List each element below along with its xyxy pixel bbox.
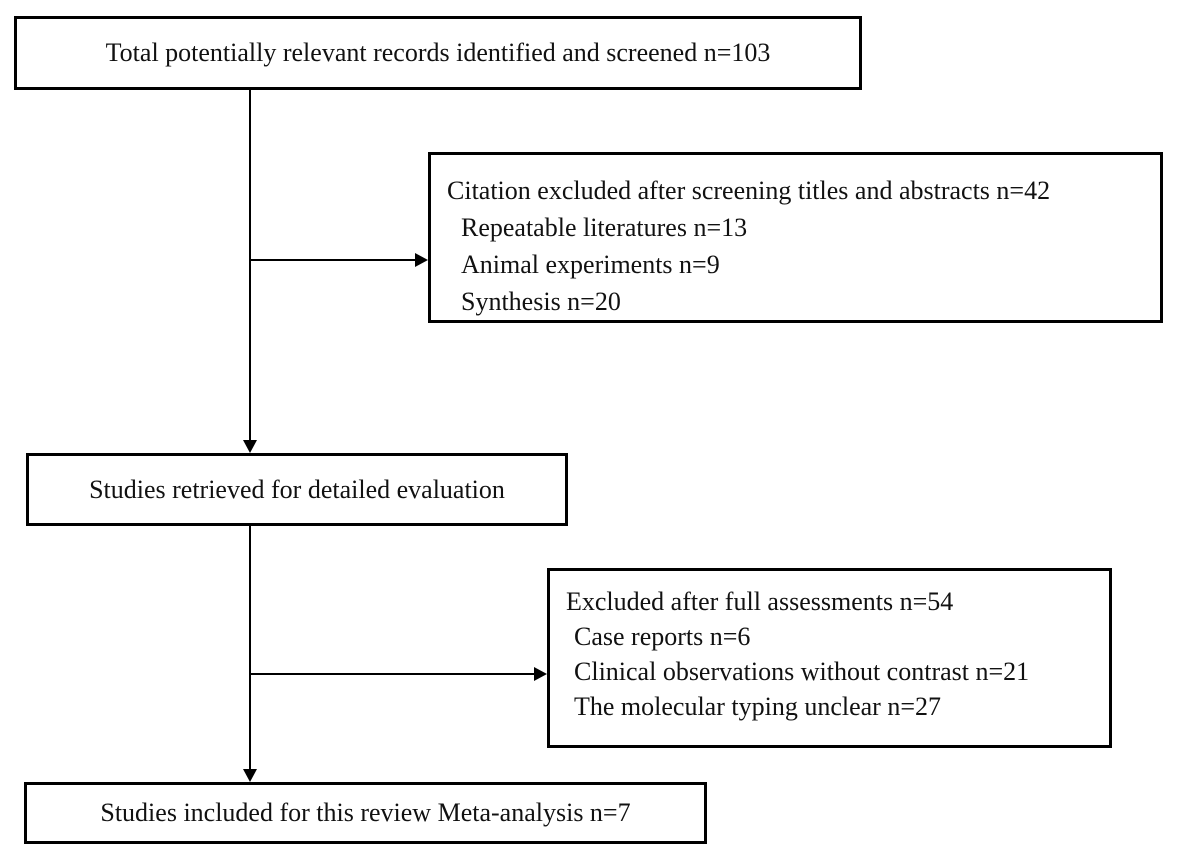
arrowhead-right-into-excluded-screening-icon <box>415 253 428 267</box>
excluded-screening-item-repeatable: Repeatable literatures n=13 <box>461 213 748 242</box>
excluded-full-item-clinical-observations: Clinical observations without contrast n=21 <box>574 657 1030 686</box>
box-records-identified <box>14 16 862 90</box>
excluded-full-title: Excluded after full assessments n=54 <box>566 587 954 616</box>
arrowhead-down-into-retrieved-icon <box>243 440 257 453</box>
excluded-screening-title: Citation excluded after screening titles and abstracts n=42 <box>447 176 1051 205</box>
box-studies-retrieved <box>26 453 568 526</box>
excluded-screening-item-animal: Animal experiments n=9 <box>461 250 720 279</box>
connector-identified-to-retrieved-line <box>249 90 251 440</box>
excluded-full-item-case-reports: Case reports n=6 <box>574 622 751 651</box>
records-identified-text: Total potentially relevant records identified and screened n=103 <box>105 38 771 67</box>
excluded-screening-item-synthesis: Synthesis n=20 <box>461 287 621 316</box>
arrowhead-right-into-excluded-full-icon <box>534 667 547 681</box>
studies-retrieved-text: Studies retrieved for detailed evaluation <box>89 474 505 504</box>
connector-branch-to-excluded-screening-line <box>250 259 415 261</box>
arrowhead-down-into-included-icon <box>243 769 257 782</box>
excluded-full-item-molecular-typing: The molecular typing unclear n=27 <box>574 692 941 721</box>
connector-branch-to-excluded-full-line <box>250 673 534 675</box>
box-excluded-after-screening <box>428 152 1163 323</box>
connector-retrieved-to-included-line <box>249 526 251 769</box>
box-excluded-after-full-assessment <box>547 568 1112 748</box>
box-studies-included <box>24 782 707 844</box>
studies-included-text: Studies included for this review Meta-analysis n=7 <box>100 798 631 827</box>
